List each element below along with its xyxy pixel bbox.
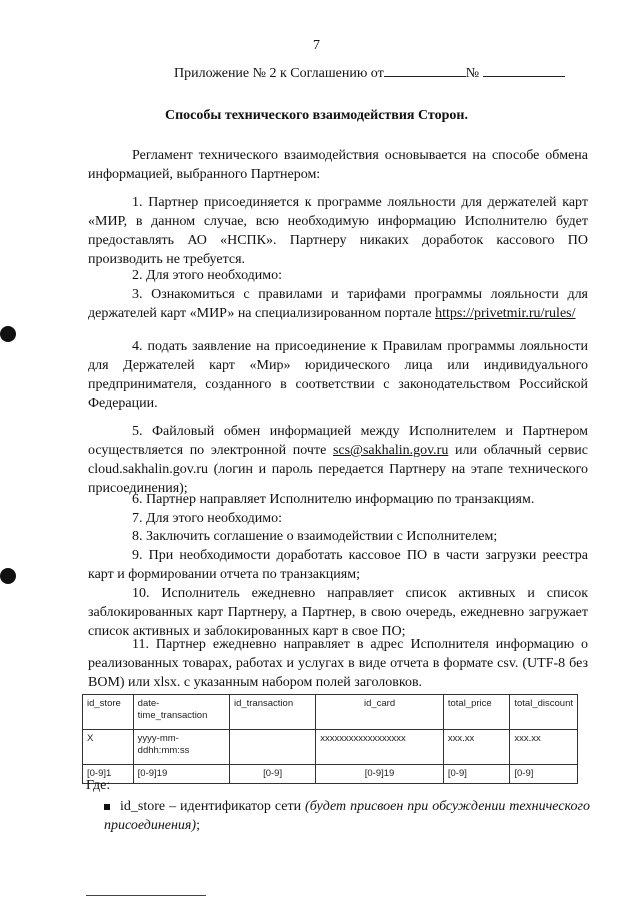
table-header-row: [83, 695, 578, 730]
header-cell: id_card: [316, 695, 444, 730]
item-2: 2. Для этого необходимо:: [132, 268, 283, 283]
hole-punch-mark: [0, 326, 16, 342]
table-cell: xxx.xx: [510, 730, 578, 765]
appendix-header: [174, 64, 565, 82]
date-blank: [384, 64, 466, 77]
table-cell: X: [83, 730, 134, 765]
item-8: 8. Заключить соглашение о взаимодействии с Исполнителем;: [132, 529, 498, 544]
hole-punch-mark-2: [0, 568, 16, 584]
item-9: 9. При необходимости доработать кассовое ПО в части загрузки реестра карт и формировании отчета по транзакциям;: [88, 548, 588, 582]
email-link[interactable]: scs@sakhalin.gov.ru: [332, 443, 449, 458]
table-row: [83, 730, 578, 765]
item-3-text: 3. Ознакомиться с правилами и тарифами программы лояльности для держателей карт «МИР» на специализированном портале: [88, 287, 588, 321]
page-number: 7: [313, 38, 320, 53]
table-row: [83, 765, 578, 784]
appendix-text: Приложение № 2 к Соглашению от: [174, 66, 384, 81]
page-title: Способы технического взаимодействия Сторон.: [165, 108, 468, 123]
item-11: 11. Партнер ежедневно направляет в адрес Исполнителя информацию о реализованных товарах, работах и услугах в виде отчета в формате csv. (UTF-8 без BOM) или xlsx. с указанным набором полей заголовков.: [88, 637, 588, 690]
table-cell: [0-9]1: [83, 765, 134, 784]
table-cell: [229, 730, 315, 765]
number-sign: №: [465, 66, 480, 81]
item-7: 7. Для этого необходимо:: [132, 511, 283, 526]
item-1: 1. Партнер присоединяется к программе лояльности для держателей карт «МИР, в данном случае, всю необходимую информацию Исполнителю будет предоставлять АО «НСПК». Партнеру никаких доработок кассового ПО производить не требуется.: [88, 195, 588, 267]
table-cell: xxxxxxxxxxxxxxxxxx: [316, 730, 444, 765]
table-cell: [0-9]: [510, 765, 578, 784]
table-cell: [0-9]: [229, 765, 315, 784]
fields-table: [82, 694, 578, 784]
intro-paragraph: Регламент технического взаимодействия основывается на способе обмена информацией, выбранного Партнером:: [88, 148, 588, 182]
item-5-text-b: или облачный сервис cloud.sakhalin.gov.ru (логин и пароль передается Партнеру на этапе технического присоединения);: [88, 443, 588, 496]
item-4: 4. подать заявление на присоединение к Правилам программы лояльности для Держателей карт «Мир» юридического лица или индивидуального предпринимателя, созданного в соответствии с законодательством Российской Федерации.: [88, 339, 588, 411]
item-6: 6. Партнер направляет Исполнителю информацию по транзакциям.: [132, 492, 535, 507]
square-bullet-icon: [104, 804, 110, 810]
item-10: 10. Исполнитель ежедневно направляет список активных и список заблокированных карт Партнеру, а Партнер, в свою очередь, ежедневно загружает список активных и заблокированных карт в свое ПО;: [88, 586, 588, 639]
table-cell: [0-9]19: [133, 765, 229, 784]
item-5: [88, 422, 588, 498]
table-cell: [0-9]: [443, 765, 510, 784]
number-blank: [483, 64, 565, 77]
footnote-divider: [86, 895, 206, 896]
header-cell: id_store: [83, 695, 134, 730]
field-end: ;: [196, 818, 200, 833]
privetmir-link[interactable]: https://privetmir.ru/rules/: [435, 306, 576, 321]
item-5-text-a: 5. Файловый обмен информацией между Исполнителем и Партнером осуществляется по электронной почте: [88, 424, 588, 458]
header-cell: id_transaction: [229, 695, 315, 730]
header-cell: total_discount: [510, 695, 578, 730]
list-item: [104, 797, 590, 835]
where-label: Где:: [86, 778, 111, 793]
table-cell: xxx.xx: [443, 730, 510, 765]
field-term: id_store – идентификатор сети: [120, 799, 302, 814]
header-cell: date-time_transaction: [133, 695, 229, 730]
field-note: (будет присвоен при обсуждении технического присоединения): [104, 799, 591, 833]
table-cell: yyyy-mm-ddhh:mm:ss: [133, 730, 229, 765]
table-cell: [0-9]19: [316, 765, 444, 784]
item-3: [88, 285, 588, 323]
header-cell: total_price: [443, 695, 510, 730]
